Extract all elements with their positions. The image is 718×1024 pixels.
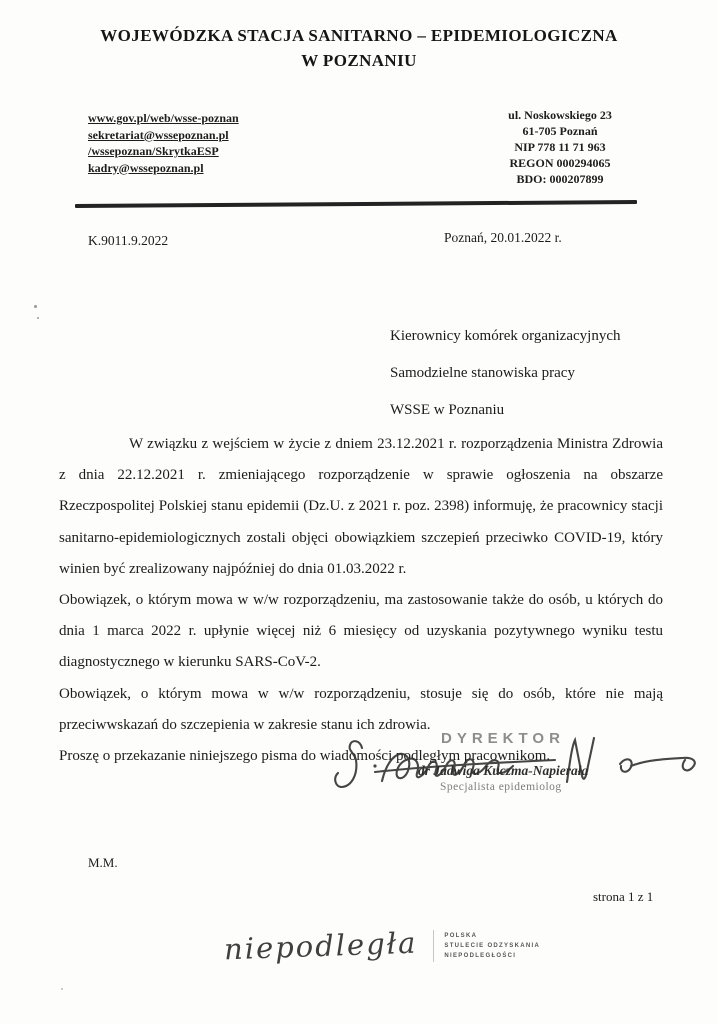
hr-email: kadry@wssepoznan.pl bbox=[88, 160, 204, 175]
place-and-date: Poznań, 20.01.2022 r. bbox=[444, 230, 562, 245]
logo-caption-block bbox=[444, 931, 540, 961]
website-link: www.gov.pl/web/wsse-poznan bbox=[88, 111, 239, 125]
body-paragraph: Proszę o przekazanie niniejszego pisma do wiadomości podległym pracownikom. bbox=[59, 748, 551, 765]
scan-artifact bbox=[34, 305, 37, 308]
letter-body bbox=[59, 429, 663, 772]
recipient-line: Samodzielne stanowiska pracy bbox=[390, 365, 575, 381]
address-regon: REGON 000294065 bbox=[509, 156, 611, 170]
body-paragraph: W związku z wejściem w życie z dniem 23.12.2021 r. rozporządzenia Ministra Zdrowia z dnia 22.12.2021 r. zmieniającego rozporządzenie w sprawie ogłoszenia na obszarze Rzeczpospolitej Polskiej stanu epidemii (Dz.U. z 2021 r. poz. 2398) informuję, że pracownicy stacji sanitarno-epidemiologicznych zostali objęci obowiązkiem szczepień przeciwko COVID-19, który winien być zrealizowany najpóźniej do dnia 01.03.2022 r. bbox=[59, 436, 663, 577]
contact-links-block bbox=[88, 110, 239, 176]
epuap-address: /wssepoznan/SkrytkaESP bbox=[88, 144, 219, 158]
niepodlegla-script-text: niepodległa bbox=[223, 925, 418, 967]
address-street: ul. Noskowskiego 23 bbox=[508, 108, 612, 122]
organization-title-line1: WOJEWÓDZKA STACJA SANITARNO – EPIDEMIOLOGICZNA bbox=[100, 26, 618, 45]
director-role-stamp: DYREKTOR bbox=[441, 730, 565, 747]
clerk-initials: M.M. bbox=[88, 855, 118, 870]
niepodlegla-logo bbox=[224, 916, 540, 976]
page-indicator: strona 1 z 1 bbox=[593, 889, 654, 904]
signature-block bbox=[320, 726, 718, 816]
recipient-line: WSSE w Poznaniu bbox=[390, 402, 505, 418]
signer-title-stamp: Specjalista epidemiolog bbox=[440, 781, 562, 793]
signer-name-stamp: dr Jadwiga Kuczma-Napierała bbox=[418, 763, 589, 778]
address-nip: NIP 778 11 71 963 bbox=[514, 140, 606, 154]
body-paragraph: Obowiązek, o którym mowa w w/w rozporządzeniu, ma zastosowanie także do osób, u których do dnia 1 marca 2022 r. upłynie więcej niż 6 miesięcy od uzyskania pozytywnego wyniku testu diagnostycznego w kierunku SARS-CoV-2. bbox=[59, 592, 663, 671]
logo-caption-line: NIEPODLEGŁOŚCI bbox=[444, 953, 517, 959]
scan-artifact bbox=[37, 317, 39, 319]
secretariat-email: sekretariat@wssepoznan.pl bbox=[88, 127, 229, 142]
address-bdo: BDO: 000207899 bbox=[516, 172, 604, 186]
postal-address-block bbox=[455, 107, 665, 187]
body-paragraph: Obowiązek, o którym mowa w w/w rozporządzeniu, stosuje się do osób, które nie mają przeciwwskazań do szczepienia w zakresie stanu ich zdrowia. bbox=[59, 685, 663, 733]
logo-caption-line: STULECIE ODZYSKANIA bbox=[444, 943, 541, 949]
organization-title-line2: W POZNANIU bbox=[301, 51, 417, 70]
recipient-block bbox=[390, 318, 620, 429]
recipient-line: Kierownicy komórek organizacyjnych bbox=[390, 328, 621, 344]
header-divider-line bbox=[75, 200, 637, 208]
case-number: K.9011.9.2022 bbox=[88, 233, 169, 248]
logo-caption-line: POLSKA bbox=[444, 933, 478, 939]
scan-artifact bbox=[61, 988, 63, 990]
address-city: 61-705 Poznań bbox=[522, 124, 598, 138]
logo-divider-line bbox=[433, 930, 434, 962]
